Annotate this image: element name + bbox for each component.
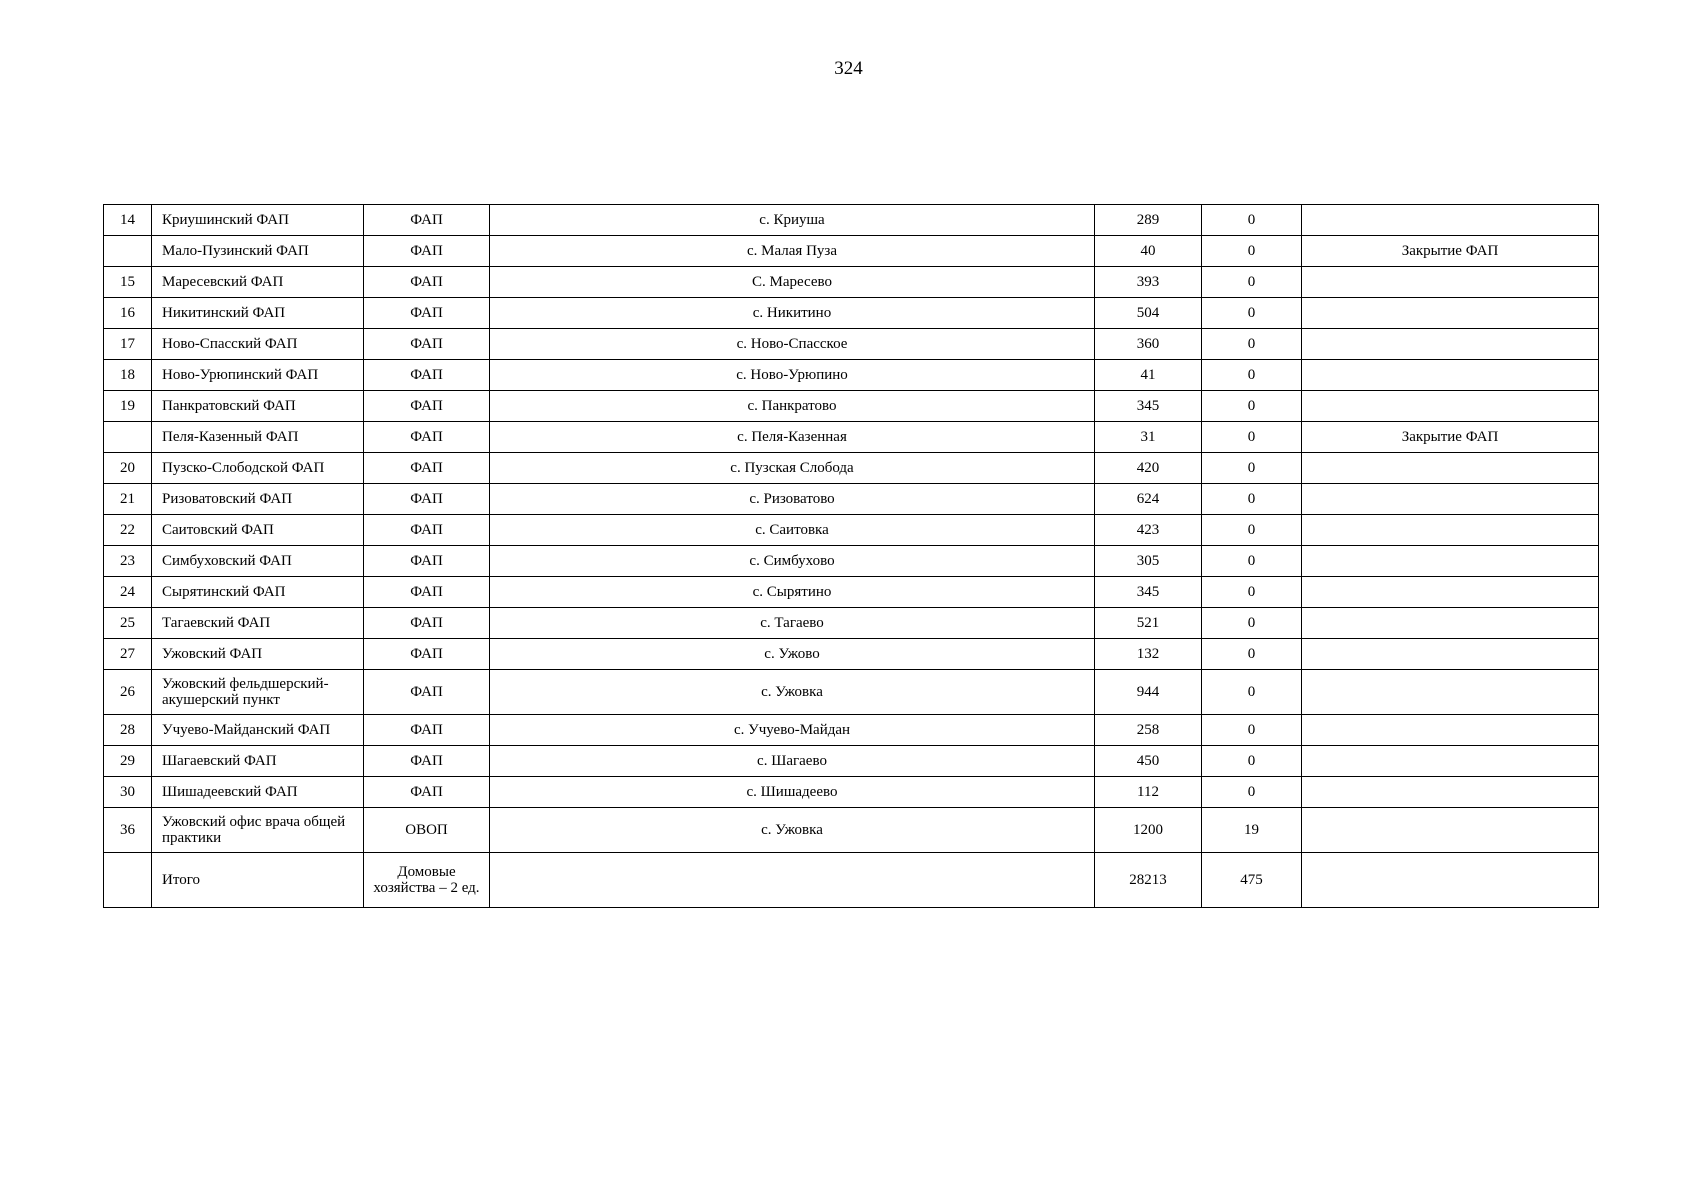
total-row [104,853,1599,908]
count-value: 0 [1202,360,1302,391]
settlement [490,853,1095,908]
facility-type: ФАП [364,746,490,777]
count-value: 0 [1202,746,1302,777]
facility-type: Домовые хозяйства – 2 ед. [364,853,490,908]
facility-name: Ужовский фельдшерский-акушерский пункт [152,670,364,715]
row-number: 19 [104,391,152,422]
population-value: 423 [1095,515,1202,546]
table-row [104,515,1599,546]
facility-name: Мало-Пузинский ФАП [152,236,364,267]
settlement: с. Панкратово [490,391,1095,422]
table-row [104,577,1599,608]
settlement: с. Ужовка [490,670,1095,715]
count-value: 0 [1202,515,1302,546]
population-value: 305 [1095,546,1202,577]
count-total: 475 [1202,853,1302,908]
settlement: с. Ново-Урюпино [490,360,1095,391]
facility-name: Ужовский офис врача общей практики [152,808,364,853]
settlement: с. Криуша [490,205,1095,236]
note [1302,746,1599,777]
note [1302,515,1599,546]
row-number: 22 [104,515,152,546]
population-total: 28213 [1095,853,1202,908]
population-value: 112 [1095,777,1202,808]
population-value: 393 [1095,267,1202,298]
population-value: 345 [1095,391,1202,422]
count-value: 0 [1202,715,1302,746]
population-value: 450 [1095,746,1202,777]
table-row [104,608,1599,639]
note [1302,298,1599,329]
facility-type: ФАП [364,422,490,453]
note [1302,808,1599,853]
count-value: 0 [1202,484,1302,515]
table-row [104,484,1599,515]
facility-type: ФАП [364,515,490,546]
settlement: с. Тагаево [490,608,1095,639]
population-value: 31 [1095,422,1202,453]
facility-type: ФАП [364,453,490,484]
facility-type: ФАП [364,391,490,422]
note [1302,205,1599,236]
row-number: 23 [104,546,152,577]
facility-name: Учуево-Майданский ФАП [152,715,364,746]
row-number: 25 [104,608,152,639]
population-value: 624 [1095,484,1202,515]
count-value: 0 [1202,391,1302,422]
population-value: 944 [1095,670,1202,715]
row-number: 36 [104,808,152,853]
note [1302,608,1599,639]
note [1302,267,1599,298]
note [1302,853,1599,908]
note [1302,360,1599,391]
note: Закрытие ФАП [1302,236,1599,267]
note [1302,391,1599,422]
settlement: с. Никитино [490,298,1095,329]
table-row [104,746,1599,777]
facility-type: ФАП [364,267,490,298]
row-number: 16 [104,298,152,329]
count-value: 0 [1202,298,1302,329]
count-value: 0 [1202,329,1302,360]
table-row [104,639,1599,670]
table-row [104,777,1599,808]
count-value: 0 [1202,577,1302,608]
settlement: с. Ново-Спасское [490,329,1095,360]
count-value: 0 [1202,236,1302,267]
note [1302,329,1599,360]
population-value: 289 [1095,205,1202,236]
count-value: 0 [1202,205,1302,236]
facility-type: ФАП [364,236,490,267]
note [1302,453,1599,484]
row-number: 17 [104,329,152,360]
count-value: 0 [1202,422,1302,453]
facilities-table [103,204,1599,908]
facility-type: ФАП [364,329,490,360]
settlement: с. Шишадеево [490,777,1095,808]
facility-type: ФАП [364,577,490,608]
facility-name: Пузско-Слободской ФАП [152,453,364,484]
settlement: с. Ужовка [490,808,1095,853]
population-value: 40 [1095,236,1202,267]
table-row [104,298,1599,329]
facility-name: Симбуховский ФАП [152,546,364,577]
count-value: 0 [1202,639,1302,670]
population-value: 420 [1095,453,1202,484]
count-value: 0 [1202,267,1302,298]
note [1302,484,1599,515]
table-row [104,715,1599,746]
facility-name: Шагаевский ФАП [152,746,364,777]
page-number: 324 [834,58,863,79]
facility-name: Ужовский ФАП [152,639,364,670]
facility-name: Ново-Спасский ФАП [152,329,364,360]
note: Закрытие ФАП [1302,422,1599,453]
facility-type: ФАП [364,715,490,746]
row-number [104,853,152,908]
row-number: 29 [104,746,152,777]
population-value: 41 [1095,360,1202,391]
facility-type: ФАП [364,639,490,670]
facility-name: Шишадеевский ФАП [152,777,364,808]
settlement: С. Маресево [490,267,1095,298]
table-row [104,391,1599,422]
population-value: 258 [1095,715,1202,746]
settlement: с. Пузская Слобода [490,453,1095,484]
row-number [104,236,152,267]
facility-name: Ново-Урюпинский ФАП [152,360,364,391]
note [1302,777,1599,808]
table-row [104,360,1599,391]
row-number: 15 [104,267,152,298]
count-value: 0 [1202,670,1302,715]
row-number: 14 [104,205,152,236]
note [1302,577,1599,608]
note [1302,670,1599,715]
row-number: 28 [104,715,152,746]
table-row [104,329,1599,360]
count-value: 0 [1202,608,1302,639]
facility-name: Криушинский ФАП [152,205,364,236]
settlement: с. Учуево-Майдан [490,715,1095,746]
facility-name: Никитинский ФАП [152,298,364,329]
count-value: 0 [1202,546,1302,577]
note [1302,546,1599,577]
table-row [104,546,1599,577]
population-value: 132 [1095,639,1202,670]
table-row [104,205,1599,236]
facility-type: ФАП [364,360,490,391]
population-value: 1200 [1095,808,1202,853]
count-value: 0 [1202,777,1302,808]
row-number: 24 [104,577,152,608]
row-number [104,422,152,453]
facility-name: Ризоватовский ФАП [152,484,364,515]
count-value: 19 [1202,808,1302,853]
facility-type: ФАП [364,670,490,715]
facility-type: ФАП [364,205,490,236]
table-row [104,453,1599,484]
table-row [104,670,1599,715]
table-row [104,267,1599,298]
facility-type: ФАП [364,777,490,808]
row-number: 30 [104,777,152,808]
facility-type: ФАП [364,546,490,577]
row-number: 27 [104,639,152,670]
table-row [104,422,1599,453]
facility-name: Тагаевский ФАП [152,608,364,639]
facility-name: Панкратовский ФАП [152,391,364,422]
settlement: с. Шагаево [490,746,1095,777]
note [1302,715,1599,746]
table-row [104,808,1599,853]
facility-type: ФАП [364,298,490,329]
count-value: 0 [1202,453,1302,484]
settlement: с. Симбухово [490,546,1095,577]
row-number: 26 [104,670,152,715]
table-row [104,236,1599,267]
row-number: 20 [104,453,152,484]
note [1302,639,1599,670]
settlement: с. Сырятино [490,577,1095,608]
settlement: с. Ризоватово [490,484,1095,515]
settlement: с. Ужово [490,639,1095,670]
population-value: 504 [1095,298,1202,329]
settlement: с. Малая Пуза [490,236,1095,267]
population-value: 345 [1095,577,1202,608]
facility-name: Пеля-Казенный ФАП [152,422,364,453]
row-number: 18 [104,360,152,391]
settlement: с. Саитовка [490,515,1095,546]
facility-name: Маресевский ФАП [152,267,364,298]
facility-name: Сырятинский ФАП [152,577,364,608]
row-number: 21 [104,484,152,515]
total-label: Итого [152,853,364,908]
population-value: 360 [1095,329,1202,360]
facility-type: ФАП [364,608,490,639]
population-value: 521 [1095,608,1202,639]
facility-type: ФАП [364,484,490,515]
facility-type: ОВОП [364,808,490,853]
facility-name: Саитовский ФАП [152,515,364,546]
settlement: с. Пеля-Казенная [490,422,1095,453]
